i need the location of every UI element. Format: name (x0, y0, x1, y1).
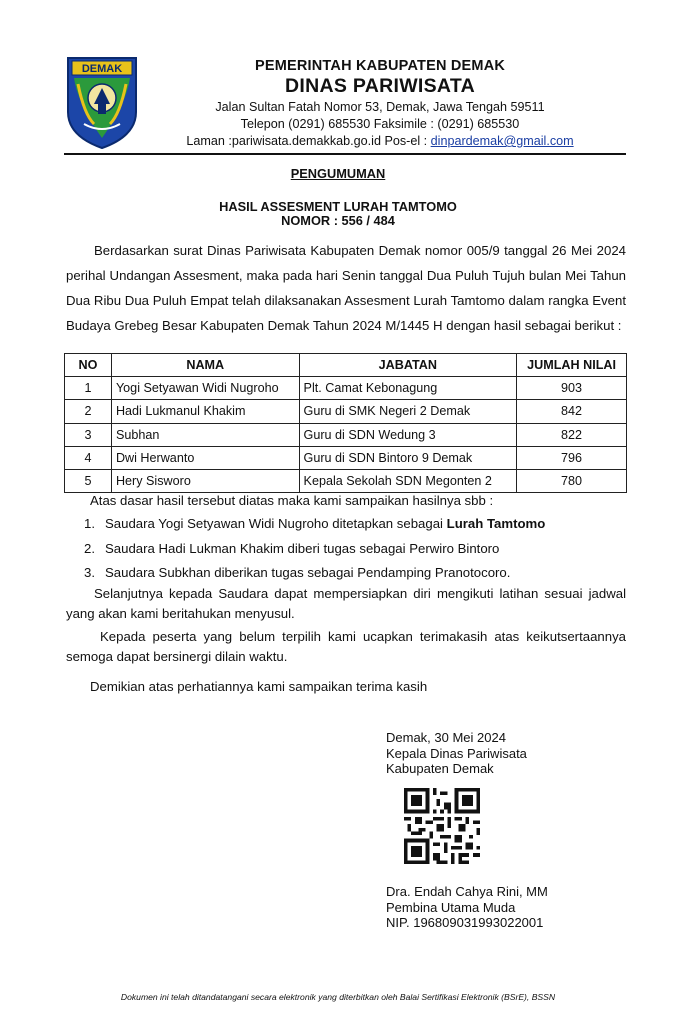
row-name: Hery Sisworo (111, 469, 299, 492)
list-item (84, 515, 545, 533)
header-no: NO (65, 354, 112, 377)
row-no: 2 (65, 400, 112, 423)
table-row (65, 400, 627, 423)
table-row (65, 469, 627, 492)
government-name: PEMERINTAH KABUPATEN DEMAK (254, 58, 506, 74)
signer-office: Kepala Dinas Pariwisata (386, 745, 527, 761)
row-no: 1 (65, 377, 112, 400)
row-position: Kepala Sekolah SDN Megonten 2 (299, 469, 517, 492)
document-number: NOMOR : 556 / 484 (281, 213, 395, 228)
signer-region: Kabupaten Demak (386, 761, 494, 776)
row-name: Hadi Lukmanul Khakim (111, 400, 299, 423)
department-name: DINAS PARIWISATA (284, 75, 476, 97)
list-emphasis: Lurah Tamtomo (446, 516, 546, 531)
row-score: 780 (517, 469, 627, 492)
list-text: Saudara Subkhan diberikan tugas sebagai Pendamping Pranotocoro. (105, 565, 511, 580)
decision-intro: Atas dasar hasil tersebut diatas maka kami sampaikan hasilnya sbb : (90, 493, 494, 508)
signer-rank: Pembina Utama Muda (386, 899, 516, 915)
intro-paragraph: Berdasarkan surat Dinas Pariwisata Kabupaten Demak nomor 005/9 tanggal 26 Mei 2024 perihal Undangan Assesment, maka pada hari Senin tanggal Dua Puluh Tujuh bulan Mei Tahun Dua Ribu Dua Puluh Empat telah dilaksanakan Assesment Lurah Tamtomo dalam rangka Event Budaya Grebeg Besar Kabupaten Demak Tahun 2024 M/1445 H dengan hasil sebagai berikut : (66, 243, 626, 333)
thanks-paragraph: Kepada peserta yang belum terpilih kami ucapkan terimakasih atas keikutsertaannya semoga dapat bersinergi dilain waktu. (66, 629, 626, 664)
list-item (84, 564, 510, 582)
followup-paragraph: Selanjutnya kepada Saudara dapat mempersiapkan diri mengikuti latihan sesuai jadwal yang akan kami beritahukan menyusul. (66, 586, 626, 621)
row-position: Guru di SDN Wedung 3 (299, 423, 517, 446)
list-number: 2. (84, 541, 95, 556)
qr-code-signature (404, 788, 480, 864)
row-name: Subhan (111, 423, 299, 446)
table-header-row (65, 354, 627, 377)
website: Laman :pariwisata.demakkab.go.id Pos-el : (186, 134, 431, 148)
header-name: NAMA (111, 354, 299, 377)
table-row (65, 446, 627, 469)
letterhead-rule (64, 153, 626, 155)
letterhead (0, 0, 676, 160)
list-text: Saudara Yogi Setyawan Widi Nugroho ditetapkan sebagai (105, 516, 447, 531)
announcement-label: PENGUMUMAN (290, 166, 386, 181)
row-score: 842 (517, 400, 627, 423)
signer-details (386, 884, 548, 931)
list-item (84, 540, 499, 558)
row-name: Yogi Setyawan Widi Nugroho (111, 377, 299, 400)
signer-name: Dra. Endah Cahya Rini, MM (386, 884, 548, 899)
row-score: 796 (517, 446, 627, 469)
demak-crest-logo (64, 54, 140, 150)
table-row (65, 423, 627, 446)
list-number: 1. (84, 516, 95, 531)
row-position: Guru di SDN Bintoro 9 Demak (299, 446, 517, 469)
row-score: 822 (517, 423, 627, 446)
row-name: Dwi Herwanto (111, 446, 299, 469)
header-position: JABATAN (299, 354, 517, 377)
e-signature-footer-note: Dokumen ini telah ditandatangani secara elektronik yang diterbitkan oleh Balai Sertifikasi Elektronik (BSrE), BSSN (120, 992, 556, 1002)
web-email-line (150, 134, 610, 149)
document-title: HASIL ASSESMENT LURAH TAMTOMO (219, 199, 457, 214)
row-position: Plt. Camat Kebonagung (299, 377, 517, 400)
list-number: 3. (84, 565, 95, 580)
row-score: 903 (517, 377, 627, 400)
place-date: Demak, 30 Mei 2024 (386, 730, 506, 745)
row-no: 4 (65, 446, 112, 469)
list-text: Saudara Hadi Lukman Khakim diberi tugas sebagai Perwiro Bintoro (105, 541, 500, 556)
results-table (64, 353, 627, 493)
table-row (65, 377, 627, 400)
logo-text: DEMAK (81, 63, 123, 75)
closing-line: Demikian atas perhatiannya kami sampaikan terima kasih (90, 679, 428, 694)
signer-nip: NIP. 196809031993022001 (386, 915, 544, 930)
phone-fax: Telepon (0291) 685530 Faksimile : (0291) 685530 (240, 117, 520, 131)
row-position: Guru di SMK Negeri 2 Demak (299, 400, 517, 423)
header-score: JUMLAH NILAI (517, 354, 627, 377)
signature-header (386, 730, 527, 777)
row-no: 5 (65, 469, 112, 492)
row-no: 3 (65, 423, 112, 446)
address: Jalan Sultan Fatah Nomor 53, Demak, Jawa Tengah 59511 (215, 100, 545, 114)
email-link[interactable]: dinpardemak@gmail.com (430, 134, 574, 148)
